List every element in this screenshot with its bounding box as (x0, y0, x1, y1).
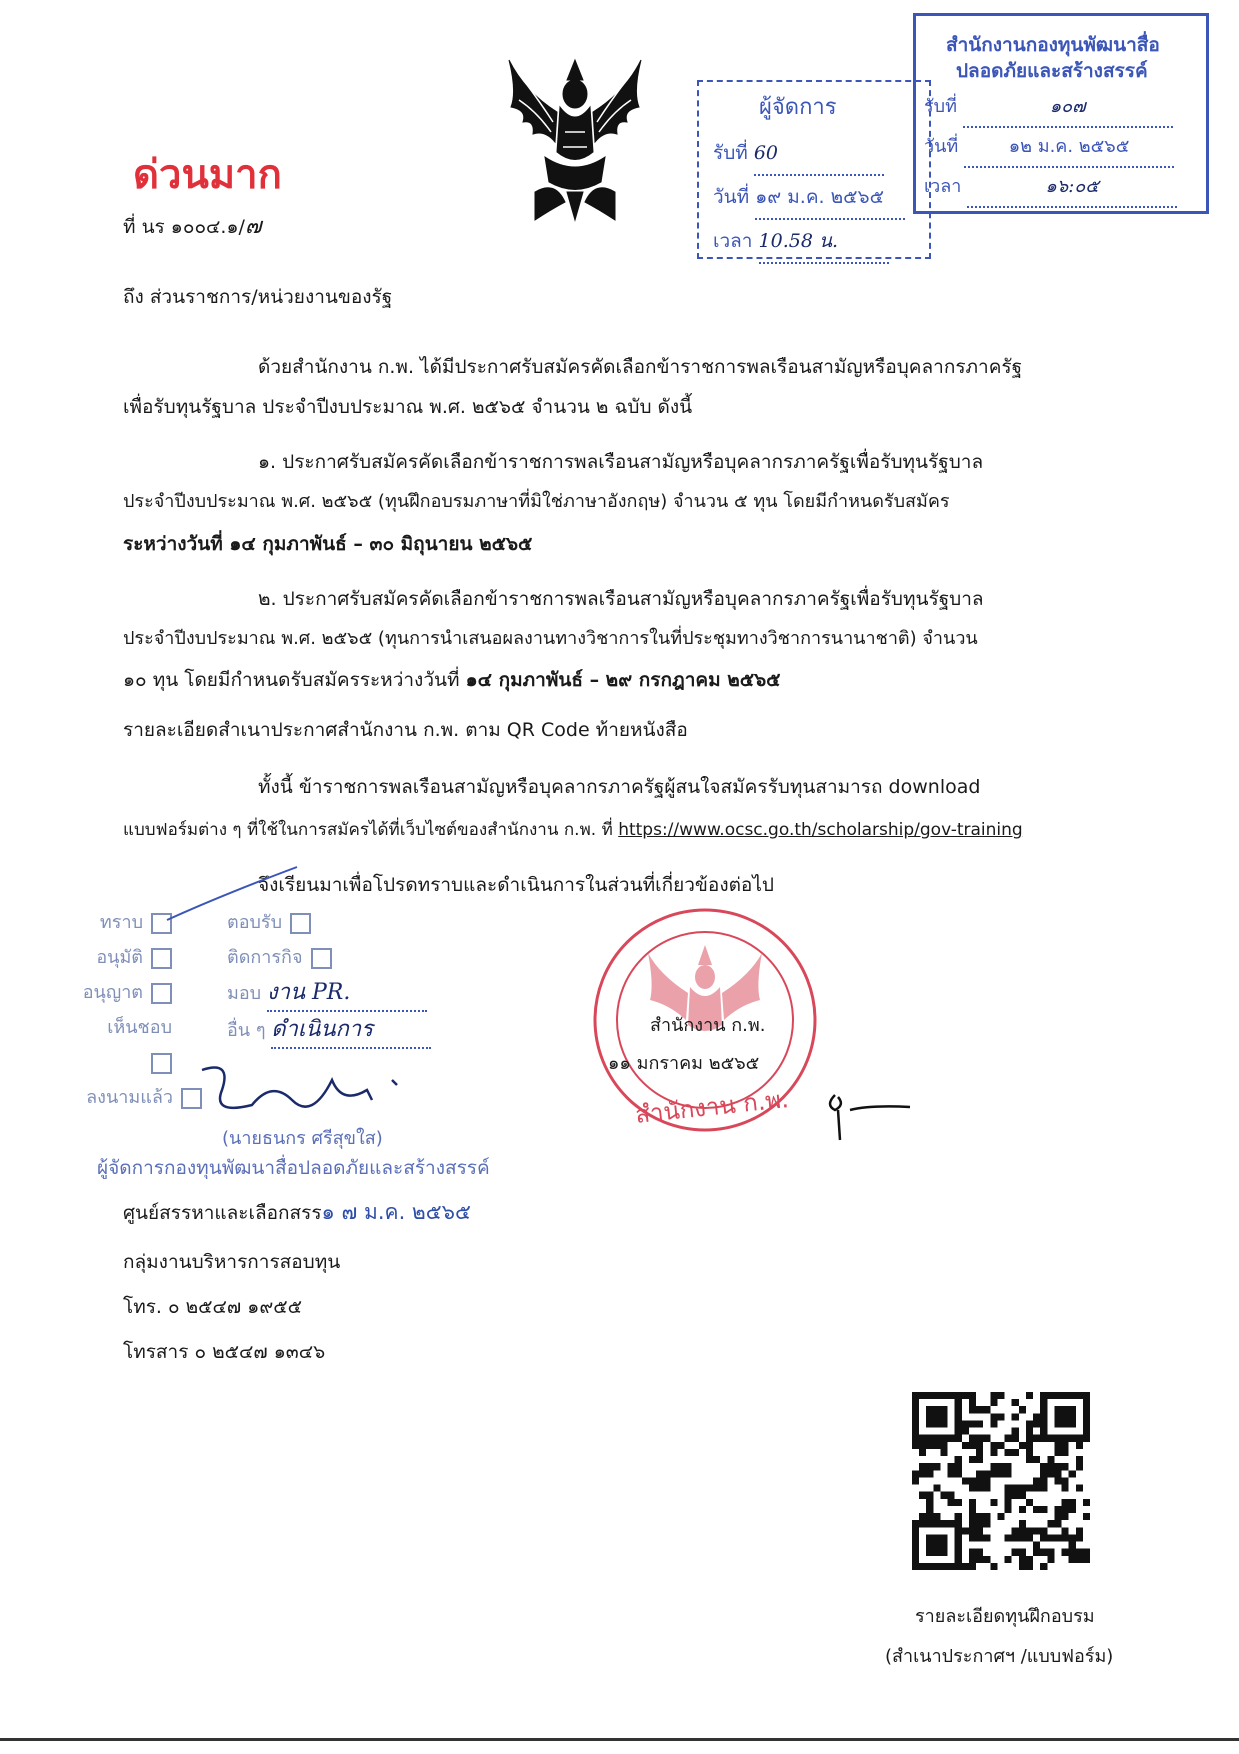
closing-line: จึงเรียนมาเพื่อโปรดทราบและดำเนินการในส่วนที่เกี่ยวข้องต่อไป (258, 874, 774, 896)
checkbox[interactable] (151, 983, 172, 1004)
reference-number-handwritten: ๗ (244, 214, 262, 239)
qr-code[interactable] (912, 1392, 1090, 1570)
item2-line-3 (123, 668, 781, 692)
scholarship-url-link[interactable]: https://www.ocsc.go.th/scholarship/gov-training (618, 820, 1023, 840)
checkbox[interactable] (311, 948, 332, 969)
stamp-title: ผู้จัดการ (759, 95, 837, 120)
office-receipt-stamp (913, 13, 1209, 214)
intro-line-2: เพื่อรับทุนรัฐบาล ประจำปีงบประมาณ พ.ศ. ๒๕๖๕ จำนวน ๒ ฉบับ ดังนี้ (123, 396, 693, 418)
initials-signature (820, 1085, 920, 1145)
signer-title: ผู้จัดการกองทุนพัฒนาสื่อปลอดภัยและสร้างสรรค์ (97, 1157, 490, 1179)
qr-caption-2: (สำเนาประกาศฯ /แบบฟอร์ม) (885, 1646, 1114, 1667)
stamp-row: เวลา ๑๖:๐๕ (924, 168, 1177, 208)
action-option: ลงนามแล้ว (82, 1080, 202, 1115)
qr-caption-1: รายละเอียดทุนฝึกอบรม (915, 1606, 1095, 1627)
stamp-title-1: สำนักงานกองทุนพัฒนาสื่อ (946, 34, 1160, 56)
stamp-row: รับที่ 60 (713, 132, 905, 176)
manager-receipt-stamp (697, 80, 931, 259)
item2-line-2: ประจำปีงบประมาณ พ.ศ. ๒๕๖๕ (ทุนการนำเสนอผลงานทางวิชาการในที่ประชุมทางวิชาการนานาชาติ) จำนวน (123, 628, 978, 649)
intro-line-1: ด้วยสำนักงาน ก.พ. ได้มีประกาศรับสมัครคัดเลือกข้าราชการพลเรือนสามัญหรือบุคลากรภาครัฐ (258, 356, 1023, 378)
item1-line-2: ประจำปีงบประมาณ พ.ศ. ๒๕๖๕ (ทุนฝึกอบรมภาษาที่มิใช่ภาษาอังกฤษ) จำนวน ๕ ทุน โดยมีกำหนดรับสมัคร (123, 491, 950, 512)
scan-edge (0, 1738, 1239, 1741)
apply-line-1: ทั้งนี้ ข้าราชการพลเรือนสามัญหรือบุคลากรภาครัฐผู้สนใจสมัครรับทุนสามารถ download (258, 776, 981, 798)
action-option: ติดการกิจ (227, 940, 431, 975)
assign-note: งาน PR. (267, 975, 427, 1012)
department-received-stamp: ๑ ๗ ม.ค. ๒๕๖๕ (321, 1200, 471, 1224)
checkbox[interactable] (151, 948, 172, 969)
office-seal (590, 905, 820, 1135)
item2-line-3-text: ๑๐ ทุน โดยมีกำหนดรับสมัครระหว่างวันที่ (123, 669, 466, 691)
action-option: อนุมัติ (82, 940, 172, 975)
signer-name: (นายธนกร ศรีสุขใส) (222, 1128, 383, 1149)
reference-number-text: ที่ นร ๑๐๐๔.๑/ (123, 216, 245, 238)
footer-group: กลุ่มงานบริหารการสอบทุน (123, 1251, 341, 1273)
manager-signature (192, 1060, 442, 1120)
item2-line-3-dates: ๑๔ กุมภาพันธ์ – ๒๙ กรกฎาคม ๒๕๖๕ (465, 669, 781, 691)
seal-office: สำนักงาน ก.พ. (650, 1015, 766, 1036)
action-stamp (72, 895, 542, 1185)
stamp-title-2: ปลอดภัยและสร้างสรรค์ (956, 60, 1148, 82)
action-option: เห็นชอบ (82, 1010, 172, 1080)
apply-line-2-text: แบบฟอร์มต่าง ๆ ที่ใช้ในการสมัครได้ที่เว็บไซต์ของสำนักงาน ก.พ. ที่ (123, 820, 619, 840)
item1-line-3: ระหว่างวันที่ ๑๔ กุมภาพันธ์ – ๓๐ มิถุนายน ๒๕๖๕ (123, 533, 533, 555)
stamp-row: วันที่ ๑๙ ม.ค. ๒๕๖๕ (713, 176, 905, 220)
seal-date: ๑๑ มกราคม ๒๕๖๕ (608, 1053, 760, 1074)
seal-ring-text: สำนักงาน ก.พ. (634, 1085, 791, 1129)
action-option: ตอบรับ (227, 905, 431, 940)
action-option: มอบ งาน PR. (227, 975, 431, 1012)
action-option: ทราบ (82, 905, 172, 940)
details-line: รายละเอียดสำเนาประกาศสำนักงาน ก.พ. ตาม QR Code ท้ายหนังสือ (123, 719, 688, 741)
garuda-emblem (505, 52, 645, 222)
stamp-row: รับที่ ๑๐๗ (924, 88, 1177, 128)
item1-line-1: ๑. ประกาศรับสมัครคัดเลือกข้าราชการพลเรือนสามัญหรือบุคลากรภาครัฐเพื่อรับทุนรัฐบาล (258, 451, 984, 473)
stamp-row: เวลา 10.58 น. (713, 220, 905, 264)
action-option: อื่น ๆ ดำเนินการ (227, 1012, 431, 1049)
item2-line-1: ๒. ประกาศรับสมัครคัดเลือกข้าราชการพลเรือนสามัญหรือบุคลากรภาครัฐเพื่อรับทุนรัฐบาล (258, 588, 984, 610)
other-note: ดำเนินการ (271, 1012, 431, 1049)
recipient-line: ถึง ส่วนราชการ/หน่วยงานของรัฐ (123, 286, 393, 308)
urgent-label: ด่วนมาก (133, 152, 282, 198)
check-mark-stroke (162, 865, 302, 925)
stamp-row: วันที่ ๑๒ ม.ค. ๒๕๖๕ (924, 128, 1177, 168)
apply-line-2 (123, 818, 1023, 842)
footer-fax: โทรสาร ๐ ๒๕๔๗ ๑๓๔๖ (123, 1341, 326, 1363)
footer-department-text: ศูนย์สรรหาและเลือกสรร (123, 1202, 322, 1224)
reference-number (123, 215, 261, 239)
footer-tel: โทร. ๐ ๒๕๔๗ ๑๙๕๕ (123, 1296, 302, 1318)
action-option: อนุญาต (82, 975, 172, 1010)
checkbox[interactable] (151, 1053, 172, 1074)
footer-department (123, 1200, 471, 1225)
